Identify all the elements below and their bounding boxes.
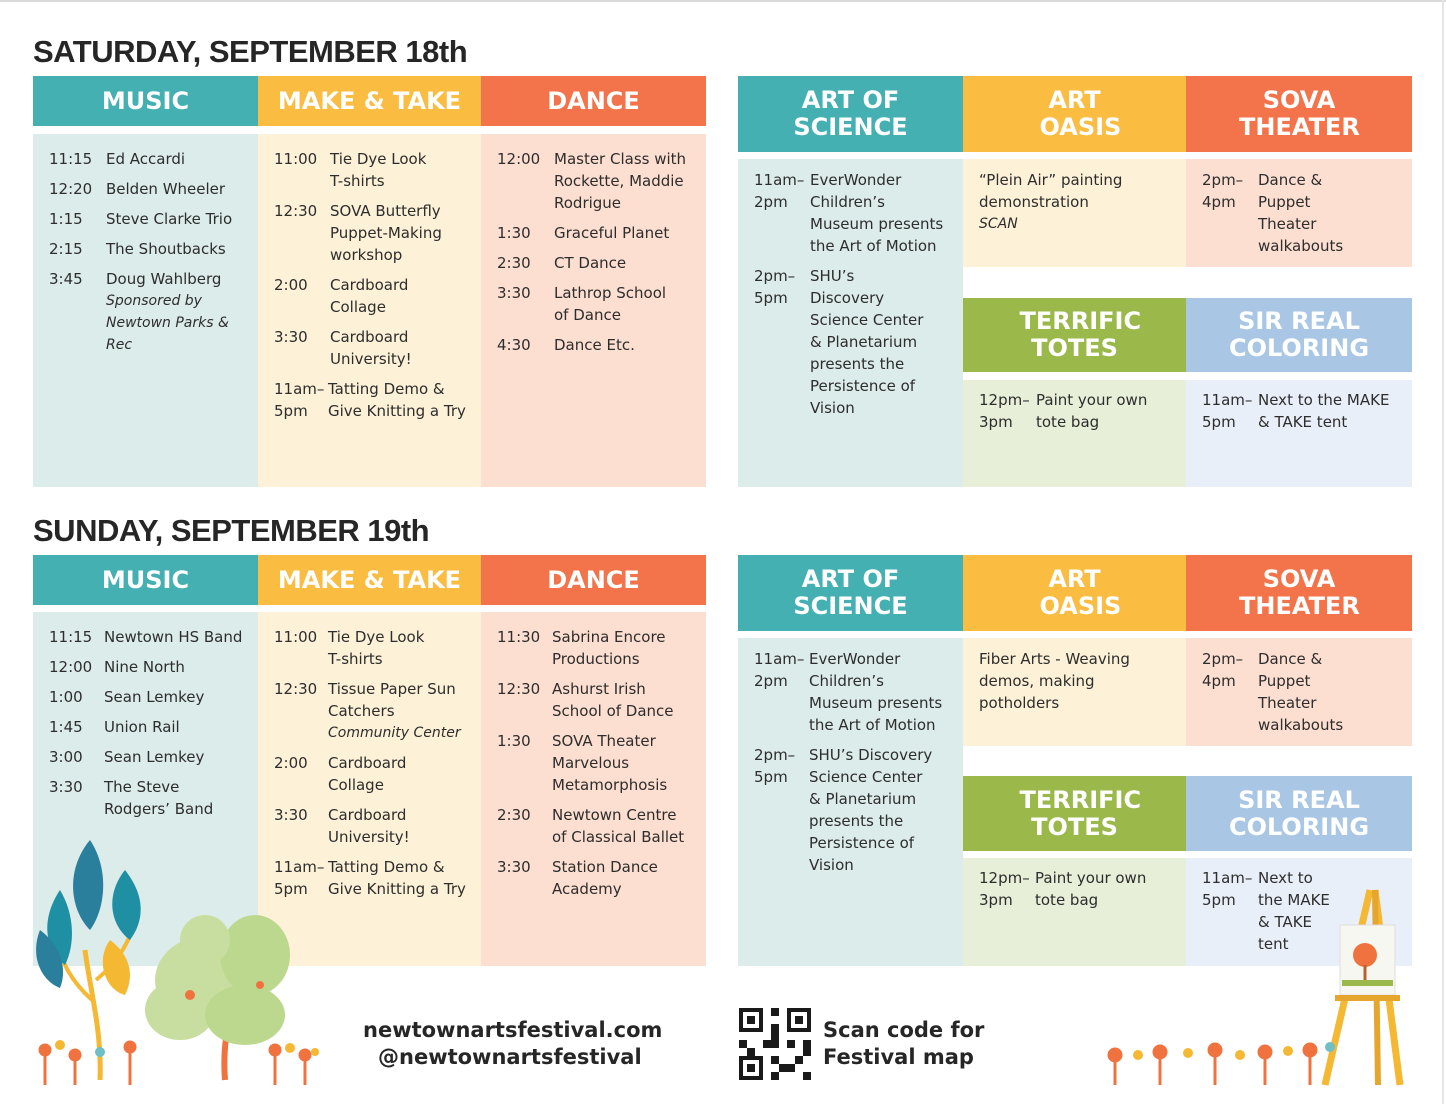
list-item: 12:20 Belden Wheeler [49, 180, 226, 198]
list-item: 1:30 SOVA Theater Marvelous Metamorphosis [497, 732, 668, 794]
list-item: 12pm– 3pm Paint your own tote bag [979, 391, 1148, 431]
list-item: 2:30 CT Dance [497, 254, 627, 272]
list-item: 11:00 Tie Dye Look T-shirts [274, 628, 425, 668]
sat-sova-theater-header: SOVA THEATER [1186, 76, 1412, 152]
list-item: 1:45 Union Rail [49, 718, 180, 736]
list-item: 11am– 5pm Tatting Demo & Give Knitting a Try [274, 380, 466, 420]
sun-art-of-science-header: ART OF SCIENCE [738, 555, 963, 631]
sat-dance-list [481, 134, 706, 487]
list-item: 11:15 Ed Accardi [49, 150, 186, 168]
list-item: 1:00 Sean Lemkey [49, 688, 205, 706]
sun-dance-list [481, 612, 706, 966]
list-item: 1:30 Graceful Planet [497, 224, 670, 242]
list-item: 4:30 Dance Etc. [497, 336, 635, 354]
list-item: 11am– 2pm EverWonder Children’s Museum presents the Art of Motion [754, 650, 943, 734]
sun-terrific-totes-header: TERRIFIC TOTES [963, 776, 1186, 851]
list-item: 3:30 The Steve Rodgers’ Band [49, 778, 214, 818]
list-item: 2pm– 4pm Dance & Puppet Theater walkabouts [1202, 650, 1344, 734]
sat-music-list [33, 134, 258, 487]
list-item: 3:45 Doug Wahlberg Sponsored by Newtown Parks & Rec [49, 268, 244, 356]
list-item: 3:30 Cardboard University! [274, 806, 410, 846]
list-item: 12pm– 3pm Paint your own tote bag [979, 869, 1147, 909]
sun-dance-header: DANCE [481, 555, 706, 605]
saturday-title: SATURDAY, SEPTEMBER 18th [33, 34, 468, 69]
list-item: 12:00 Master Class with Rockette, Maddie Rodrigue [497, 150, 687, 212]
sat-sova-theater-list [1186, 159, 1412, 267]
festival-map-label: Festival map [823, 1045, 974, 1069]
sun-art-of-science-list [738, 638, 963, 966]
scan-code-label: Scan code for [823, 1018, 985, 1042]
list-item: 2:30 Newtown Centre of Classical Ballet [497, 806, 685, 846]
sat-sir-real-coloring-list [1186, 380, 1412, 487]
sat-art-oasis-list [963, 159, 1186, 267]
location-note: Community Center [328, 725, 461, 741]
scan-note: SCAN [979, 216, 1018, 232]
sat-terrific-totes-header: TERRIFIC TOTES [963, 298, 1186, 372]
list-item: 2pm– 5pm SHU’s Discovery Science Center & Planetarium presents the Persistence of Vision [754, 746, 933, 874]
sun-art-oasis-header: ART OASIS [963, 555, 1186, 631]
sat-make-take-header: MAKE & TAKE [258, 76, 481, 126]
sun-sova-theater-header: SOVA THEATER [1186, 555, 1412, 631]
list-item: 11:30 Sabrina Encore Productions [497, 628, 666, 668]
list-item: 12:30 SOVA Butterfly Puppet-Making workshop [274, 202, 442, 264]
list-item: 12:00 Nine North [49, 658, 185, 676]
list-item: 2:00 Cardboard Collage [274, 754, 407, 794]
list-item: 11:15 Newtown HS Band [49, 628, 243, 646]
list-item: Fiber Arts - Weaving demos, making potholders [979, 650, 1130, 712]
sun-art-oasis-list [963, 638, 1186, 746]
sponsor-note: Sponsored by Newtown Parks & Rec [106, 293, 229, 353]
sun-make-take-header: MAKE & TAKE [258, 555, 481, 605]
list-item: 2pm– 4pm Dance & Puppet Theater walkabouts [1202, 171, 1344, 255]
list-item: 2:15 The Shoutbacks [49, 240, 226, 258]
easel-illustration-icon [1100, 885, 1420, 1095]
list-item: 3:00 Sean Lemkey [49, 748, 205, 766]
list-item: 3:30 Cardboard University! [274, 328, 412, 368]
list-item: 11am– 5pm Next to the MAKE & TAKE tent [1202, 869, 1330, 953]
list-item: 3:30 Station Dance Academy [497, 858, 658, 898]
list-item: 11am– 2pm EverWonder Children’s Museum presents the Art of Motion [754, 171, 944, 255]
list-item: 11:00 Tie Dye Look T-shirts [274, 150, 427, 190]
sat-dance-header: DANCE [481, 76, 706, 126]
list-item: 2pm– 5pm SHU’s Discovery Science Center & Planetarium presents the Persistence of Vision [754, 267, 924, 417]
list-item: 11am– 5pm Next to the MAKE & TAKE tent [1202, 391, 1390, 431]
list-item: 3:30 Lathrop School of Dance [497, 284, 667, 324]
tree-illustration-icon [30, 830, 330, 1090]
list-item: 1:15 Steve Clarke Trio [49, 210, 233, 228]
list-item: “Plein Air” painting demonstration SCAN [979, 169, 1172, 235]
sat-terrific-totes-list [963, 380, 1186, 487]
sat-art-of-science-list [738, 159, 963, 487]
qr-code-icon[interactable] [739, 1008, 811, 1080]
sat-sir-real-coloring-header: SIR REAL COLORING [1186, 298, 1412, 372]
sunday-title: SUNDAY, SEPTEMBER 19th [33, 513, 430, 548]
sat-music-header: MUSIC [33, 76, 258, 126]
list-item: 12:30 Tissue Paper Sun Catchers Community Center [274, 678, 467, 744]
top-rule [0, 0, 1446, 2]
social-handle[interactable]: @newtownartsfestival [378, 1045, 642, 1069]
list-item: 2:00 Cardboard Collage [274, 276, 409, 316]
sat-art-of-science-header: ART OF SCIENCE [738, 76, 963, 152]
sat-art-oasis-header: ART OASIS [963, 76, 1186, 152]
right-rule [1442, 0, 1444, 1104]
list-item: 11am– 5pm Tatting Demo & Give Knitting a Try [274, 858, 466, 898]
sun-music-header: MUSIC [33, 555, 258, 605]
list-item: 12:30 Ashurst Irish School of Dance [497, 680, 674, 720]
sun-sova-theater-list [1186, 638, 1412, 746]
website-link[interactable]: newtownartsfestival.com [363, 1018, 663, 1042]
sun-sir-real-coloring-header: SIR REAL COLORING [1186, 776, 1412, 851]
sat-make-take-list [258, 134, 481, 487]
